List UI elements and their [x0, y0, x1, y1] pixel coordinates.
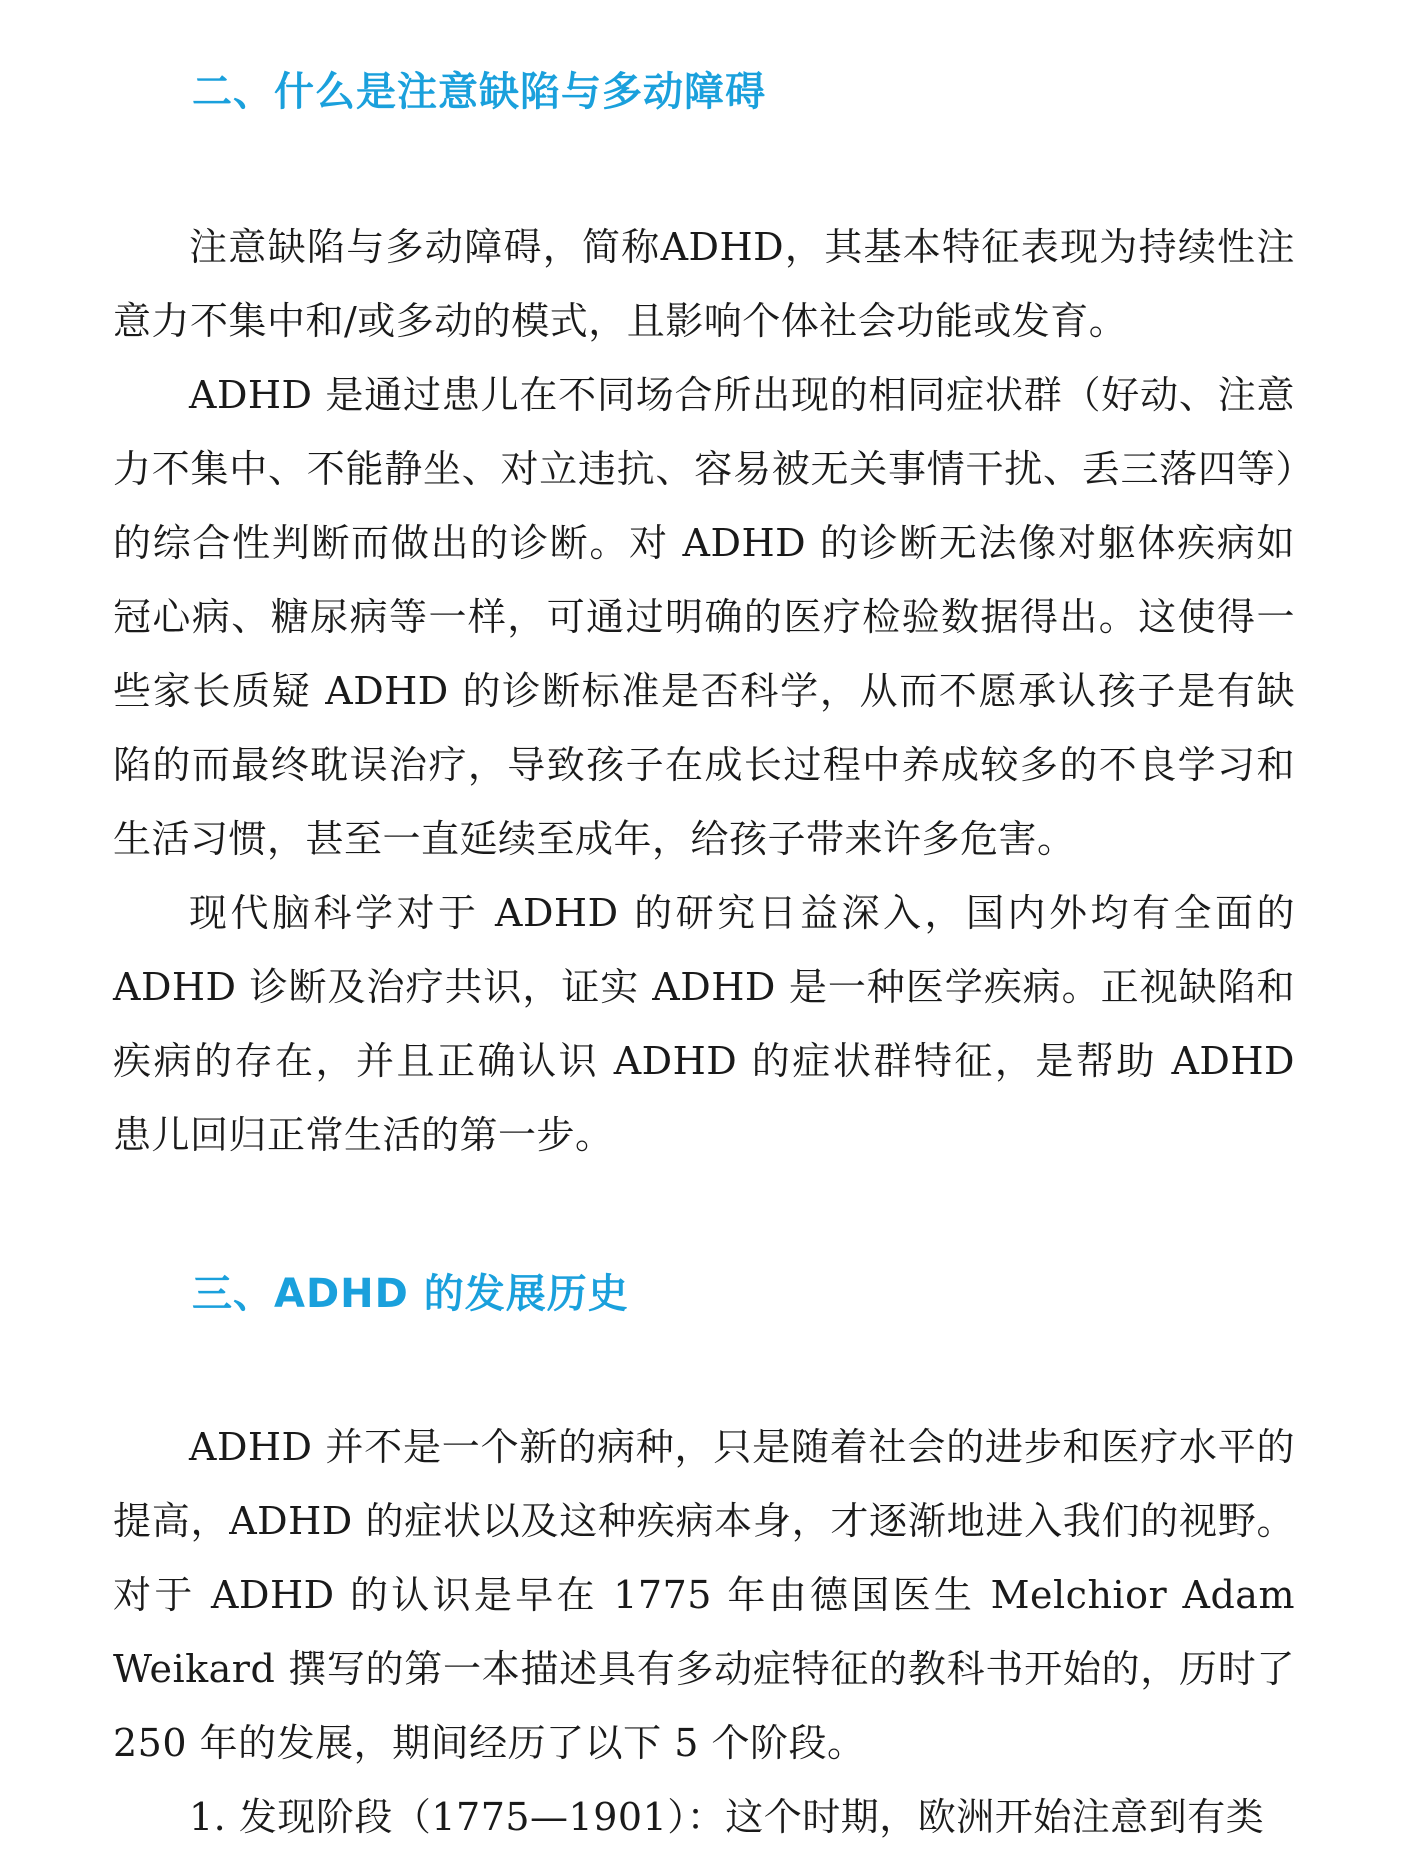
section-body-what-is-adhd [113, 210, 1295, 1172]
paragraph: ADHD 是通过患儿在不同场合所出现的相同症状群（好动、注意力不集中、不能静坐、对立违抗、容易被无关事情干扰、丢三落四等）的综合性判断而做出的诊断。对 ADHD 的诊断无法像对躯体疾病如冠心病、糖尿病等一样，可通过明确的医疗检验数据得出。这使得一些家长质疑 ADHD 的诊断标准是否科学，从而不愿承认孩子是有缺陷的而最终耽误治疗，导致孩子在成长过程中养成较多的不良学习和生活习惯，甚至一直延续至成年，给孩子带来许多危害。 [113, 373, 1295, 861]
paragraph: 现代脑科学对于 ADHD 的研究日益深入，国内外均有全面的 ADHD 诊断及治疗共识，证实 ADHD 是一种医学疾病。正视缺陷和疾病的存在，并且正确认识 ADHD 的症状群特征，是帮助 ADHD 患儿回归正常生活的第一步。 [113, 891, 1295, 1157]
section-body-adhd-history [113, 1410, 1295, 1854]
section-heading-what-is-adhd: 二、什么是注意缺陷与多动障碍 [192, 69, 766, 115]
section-heading-adhd-history: 三、ADHD 的发展历史 [192, 1271, 629, 1317]
paragraph: 1. 发现阶段（1775—1901）：这个时期，欧洲开始注意到有类 [189, 1795, 1265, 1839]
paragraph: ADHD 并不是一个新的病种，只是随着社会的进步和医疗水平的提高，ADHD 的症状以及这种疾病本身，才逐渐地进入我们的视野。对于 ADHD 的认识是早在 1775 年由德国医生 Melchior Adam Weikard 撰写的第一本描述具有多动症特征的教科书开始的，历时了 250 年的发展，期间经历了以下 5 个阶段。 [113, 1425, 1295, 1765]
paragraph: 注意缺陷与多动障碍，简称ADHD，其基本特征表现为持续性注意力不集中和/或多动的模式，且影响个体社会功能或发育。 [113, 225, 1295, 343]
